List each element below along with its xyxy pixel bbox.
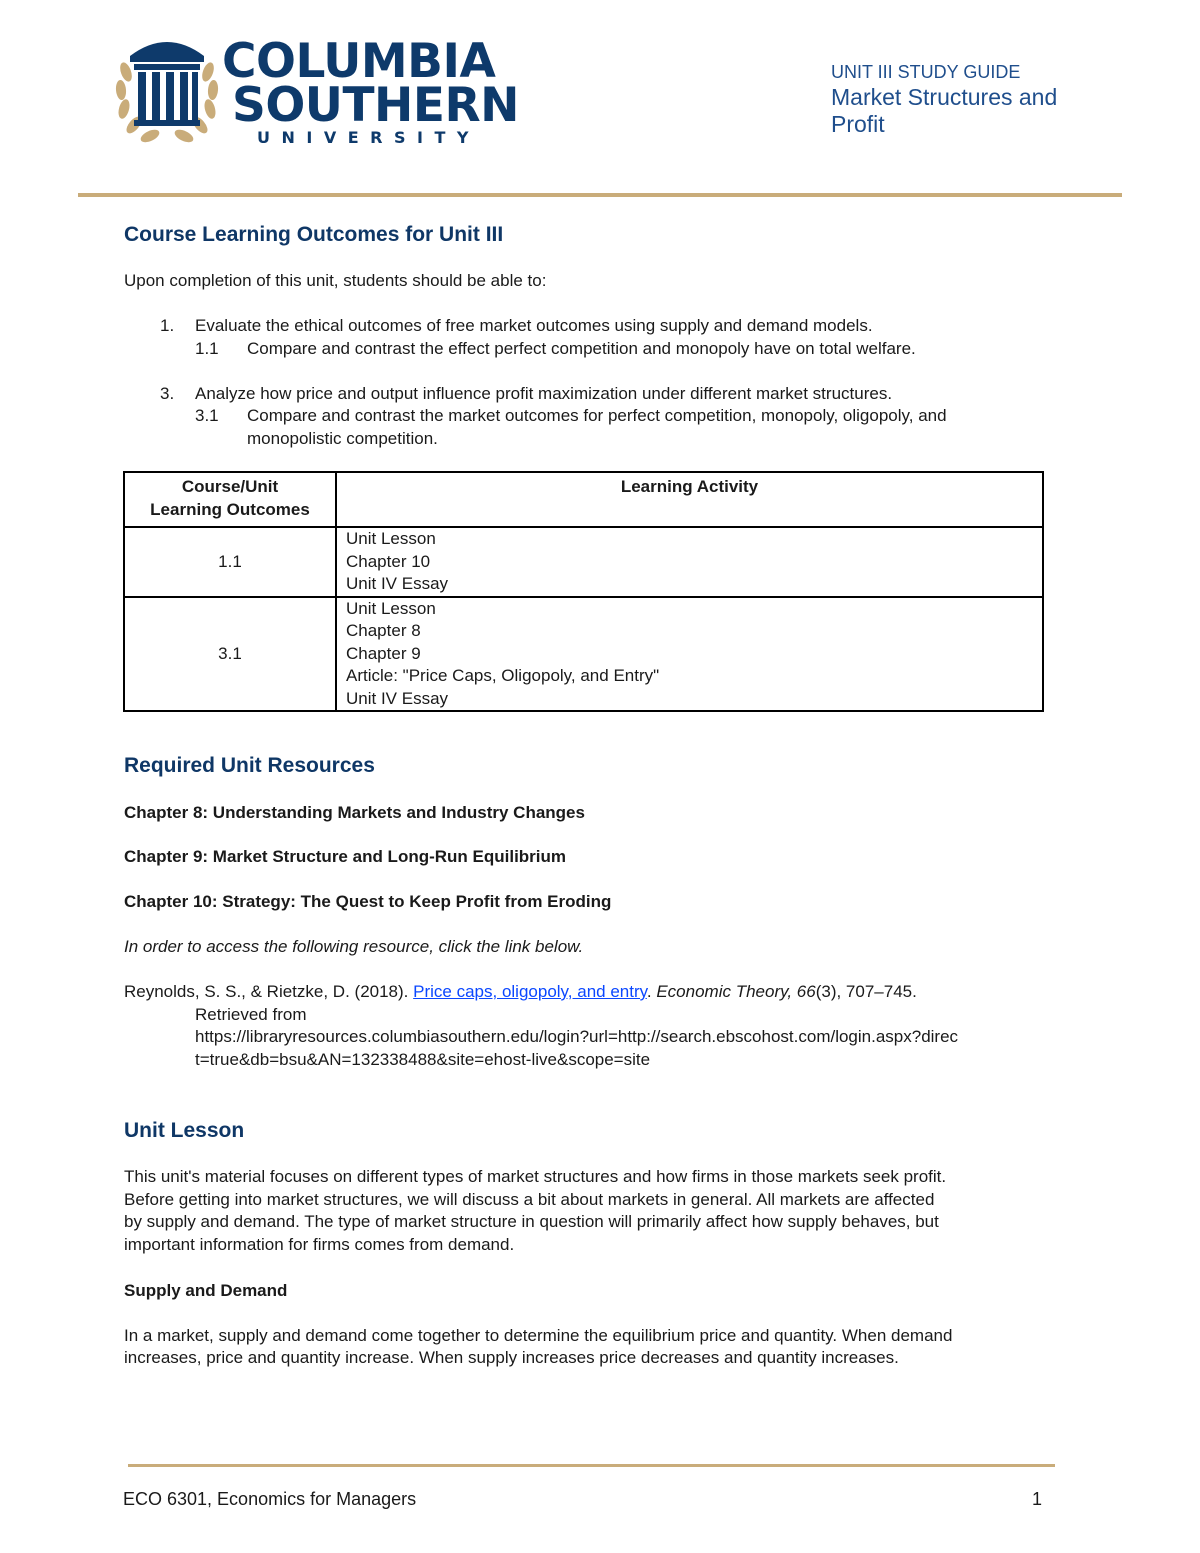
lesson-para2-line1: In a market, supply and demand come together to determine the equilibrium price and quantity. When demand — [124, 1326, 953, 1345]
supply-demand-heading: Supply and Demand — [124, 1281, 288, 1300]
study-guide-header — [831, 60, 1057, 138]
activity-item: Unit Lesson — [346, 598, 436, 618]
outcomes-heading: Course Learning Outcomes for Unit III — [124, 223, 504, 246]
activity-item: Unit IV Essay — [346, 574, 449, 593]
citation-line1 — [124, 981, 917, 1004]
footer-course: ECO 6301, Economics for Managers — [123, 1489, 417, 1509]
access-note: In order to access the following resource, click the link below. — [124, 937, 584, 956]
lesson-para2-line2: increases, price and quantity increase. When supply increases price decreases and quantity increases. — [124, 1348, 899, 1367]
outcome-1-1-number: 1.1 — [195, 339, 219, 358]
study-guide-title-line2: Profit — [831, 111, 885, 137]
outcome-1-1-text: Compare and contrast the effect perfect competition and monopoly have on total welfare. — [247, 339, 916, 358]
table-cell-outcome: 3.1 — [124, 597, 336, 712]
logo-word-southern: SOUTHERN — [232, 78, 519, 133]
citation-url-line2: t=true&db=bsu&AN=132338488&site=ehost-live&scope=site — [195, 1050, 651, 1069]
outcomes-intro: Upon completion of this unit, students should be able to: — [124, 271, 547, 290]
resource-chapter-10: Chapter 10: Strategy: The Quest to Keep Profit from Eroding — [124, 892, 612, 911]
resource-chapter-9: Chapter 9: Market Structure and Long-Run Equilibrium — [124, 847, 567, 866]
outcome-3-number: 3. — [160, 384, 175, 403]
activity-item: Chapter 8 — [346, 621, 421, 640]
outcome-3-1-text-line2: monopolistic competition. — [247, 429, 438, 448]
footer-divider — [128, 1464, 1055, 1467]
table-header-outcomes-line1: Course/Unit — [181, 477, 279, 496]
activity-item: Article: "Price Caps, Oligopoly, and Entry" — [346, 666, 660, 685]
table-cell-activities — [336, 597, 1043, 712]
table-row — [124, 597, 1043, 712]
table-header-outcomes-line2: Learning Outcomes — [150, 499, 310, 519]
citation-period: . — [646, 982, 652, 1001]
logo-word-columbia: COLUMBIA — [222, 34, 496, 89]
lesson-heading: Unit Lesson — [124, 1119, 245, 1142]
lesson-para1-line4: important information for firms comes from demand. — [124, 1235, 515, 1254]
outcome-1-number: 1. — [160, 316, 175, 335]
table-cell-activities — [336, 527, 1043, 597]
table-header-row — [124, 472, 1043, 527]
citation-authors: Reynolds, S. S., & Rietzke, D. (2018). — [124, 982, 409, 1001]
table-cell-outcome: 1.1 — [124, 527, 336, 597]
outcome-3-text: Analyze how price and output influence profit maximization under different market structures. — [195, 384, 893, 403]
outcome-1-text: Evaluate the ethical outcomes of free market outcomes using supply and demand models. — [195, 316, 873, 335]
activity-item: Chapter 10 — [346, 551, 431, 571]
citation-link[interactable]: Price caps, oligopoly, and entry — [413, 982, 647, 1001]
study-guide-title-line1: Market Structures and — [831, 84, 1058, 110]
outcome-3-1-number: 3.1 — [195, 406, 219, 425]
learning-outcomes-table — [123, 471, 1044, 712]
resource-chapter-8: Chapter 8: Understanding Markets and Industry Changes — [124, 803, 585, 822]
resources-heading: Required Unit Resources — [124, 754, 375, 777]
footer-page-number: 1 — [1032, 1489, 1043, 1509]
study-guide-label: UNIT III STUDY GUIDE — [831, 62, 1021, 82]
activity-item: Unit IV Essay — [346, 688, 449, 708]
citation-url-line1: https://libraryresources.columbiasouthern.edu/login?url=http://search.ebscohost.com/login.aspx?direc — [195, 1027, 959, 1046]
citation-retrieved: Retrieved from — [195, 1005, 307, 1024]
outcome-3-1-text-line1: Compare and contrast the market outcomes for perfect competition, monopoly, oligopoly, and — [247, 406, 947, 425]
citation-journal: Economic Theory, 66 — [656, 982, 816, 1001]
lesson-para1-line1: This unit's material focuses on different types of market structures and how firms in those markets seek profit. — [124, 1167, 947, 1186]
header-divider — [78, 193, 1122, 197]
citation-issue-pages: (3), 707–745. — [815, 982, 917, 1001]
table-row — [124, 527, 1043, 597]
university-logo — [112, 30, 519, 155]
activity-item: Chapter 9 — [346, 643, 421, 663]
lesson-para1-line2: Before getting into market structures, we will discuss a bit about markets in general. All markets are affected — [124, 1190, 935, 1209]
table-header-activity: Learning Activity — [336, 472, 1043, 527]
table-header-outcomes — [124, 472, 336, 527]
column-laurel-icon — [112, 30, 222, 150]
lesson-para1-line3: by supply and demand. The type of market structure in question will primarily affect how supply behaves, but — [124, 1212, 939, 1231]
activity-item: Unit Lesson — [346, 529, 436, 548]
logo-word-university: UNIVERSITY — [257, 128, 480, 147]
